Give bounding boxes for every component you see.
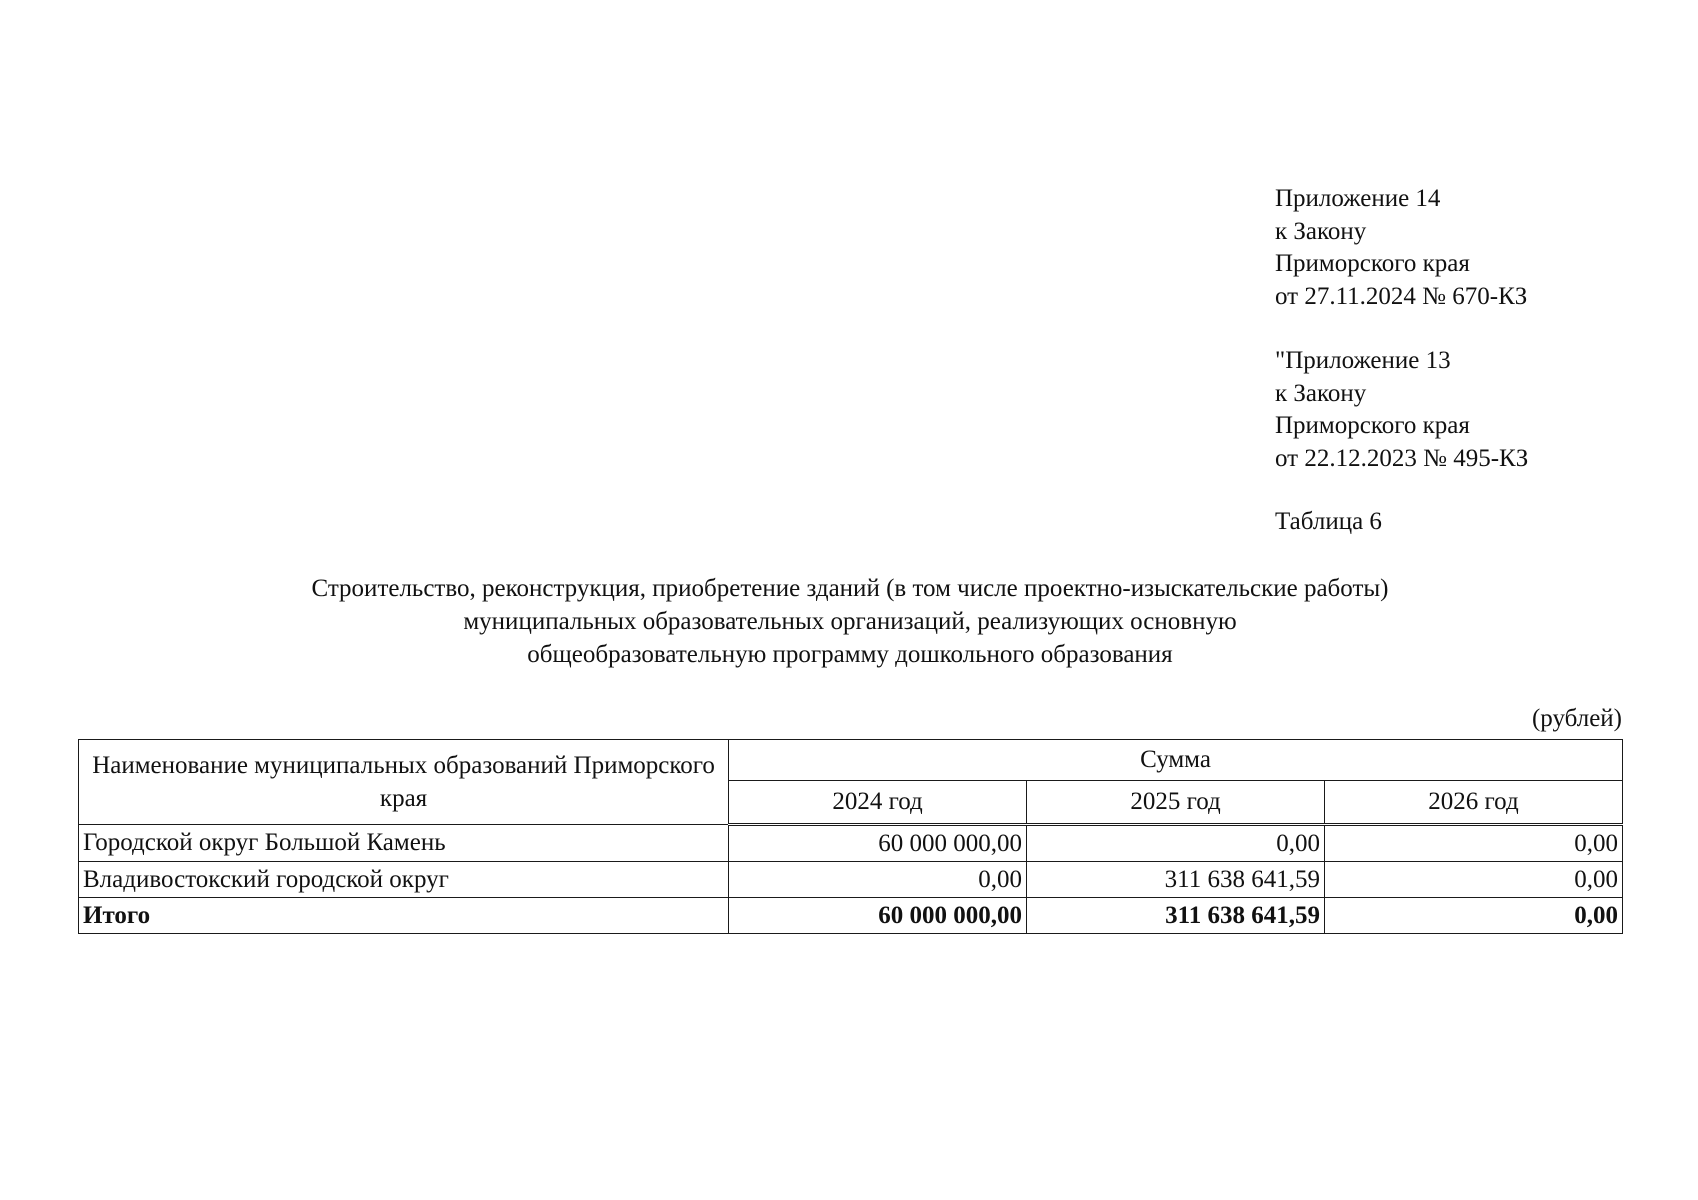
- header-year-2025: 2025 год: [1027, 781, 1325, 825]
- table-row: [79, 825, 1623, 862]
- row-value-2025: 0,00: [1027, 825, 1325, 862]
- header-year-2024: 2024 год: [729, 781, 1027, 825]
- document-title: [80, 572, 1620, 671]
- total-label: Итого: [79, 898, 729, 934]
- appendix-previous-line-2: к Закону: [1275, 379, 1367, 407]
- document-title-line-1: Строительство, реконструкция, приобретение зданий (в том числе проектно-изыскательские работы): [311, 575, 1389, 602]
- units-label: (рублей): [1531, 705, 1622, 732]
- header-sum: Сумма: [729, 740, 1623, 781]
- total-value-2026: 0,00: [1325, 898, 1623, 934]
- row-municipality-name: Владивостокский городской округ: [79, 862, 729, 898]
- table-total-row: [79, 898, 1623, 934]
- document-title-line-2: муниципальных образовательных организаций, реализующих основную: [463, 608, 1237, 635]
- row-value-2024: 0,00: [729, 862, 1027, 898]
- row-value-2025: 311 638 641,59: [1027, 862, 1325, 898]
- budget-table: [78, 739, 1623, 934]
- table-row: [79, 862, 1623, 898]
- appendix-current-line-3: Приморского края: [1275, 250, 1470, 277]
- appendix-previous-line-4: от 22.12.2023 № 495-КЗ: [1275, 444, 1529, 472]
- appendix-current-line-4: от 27.11.2024 № 670-КЗ: [1275, 282, 1528, 310]
- table-number: Таблица 6: [1275, 508, 1382, 535]
- document-title-line-3: общеобразовательную программу дошкольного образования: [527, 641, 1173, 668]
- appendix-current-reference: [1275, 183, 1527, 313]
- header-municipality-name: Наименование муниципальных образований Приморского края: [79, 740, 729, 825]
- total-value-2024: 60 000 000,00: [729, 898, 1027, 934]
- appendix-current-line-2: к Закону: [1275, 217, 1367, 245]
- appendix-previous-line-1: "Приложение 13: [1275, 347, 1451, 374]
- row-value-2026: 0,00: [1325, 825, 1623, 862]
- row-municipality-name: Городской округ Большой Камень: [79, 825, 729, 862]
- appendix-previous-reference: [1275, 345, 1528, 475]
- header-year-2026: 2026 год: [1325, 781, 1623, 825]
- appendix-current-line-1: Приложение 14: [1275, 185, 1441, 212]
- row-value-2024: 60 000 000,00: [729, 825, 1027, 862]
- total-value-2025: 311 638 641,59: [1027, 898, 1325, 934]
- appendix-previous-line-3: Приморского края: [1275, 412, 1470, 439]
- row-value-2026: 0,00: [1325, 862, 1623, 898]
